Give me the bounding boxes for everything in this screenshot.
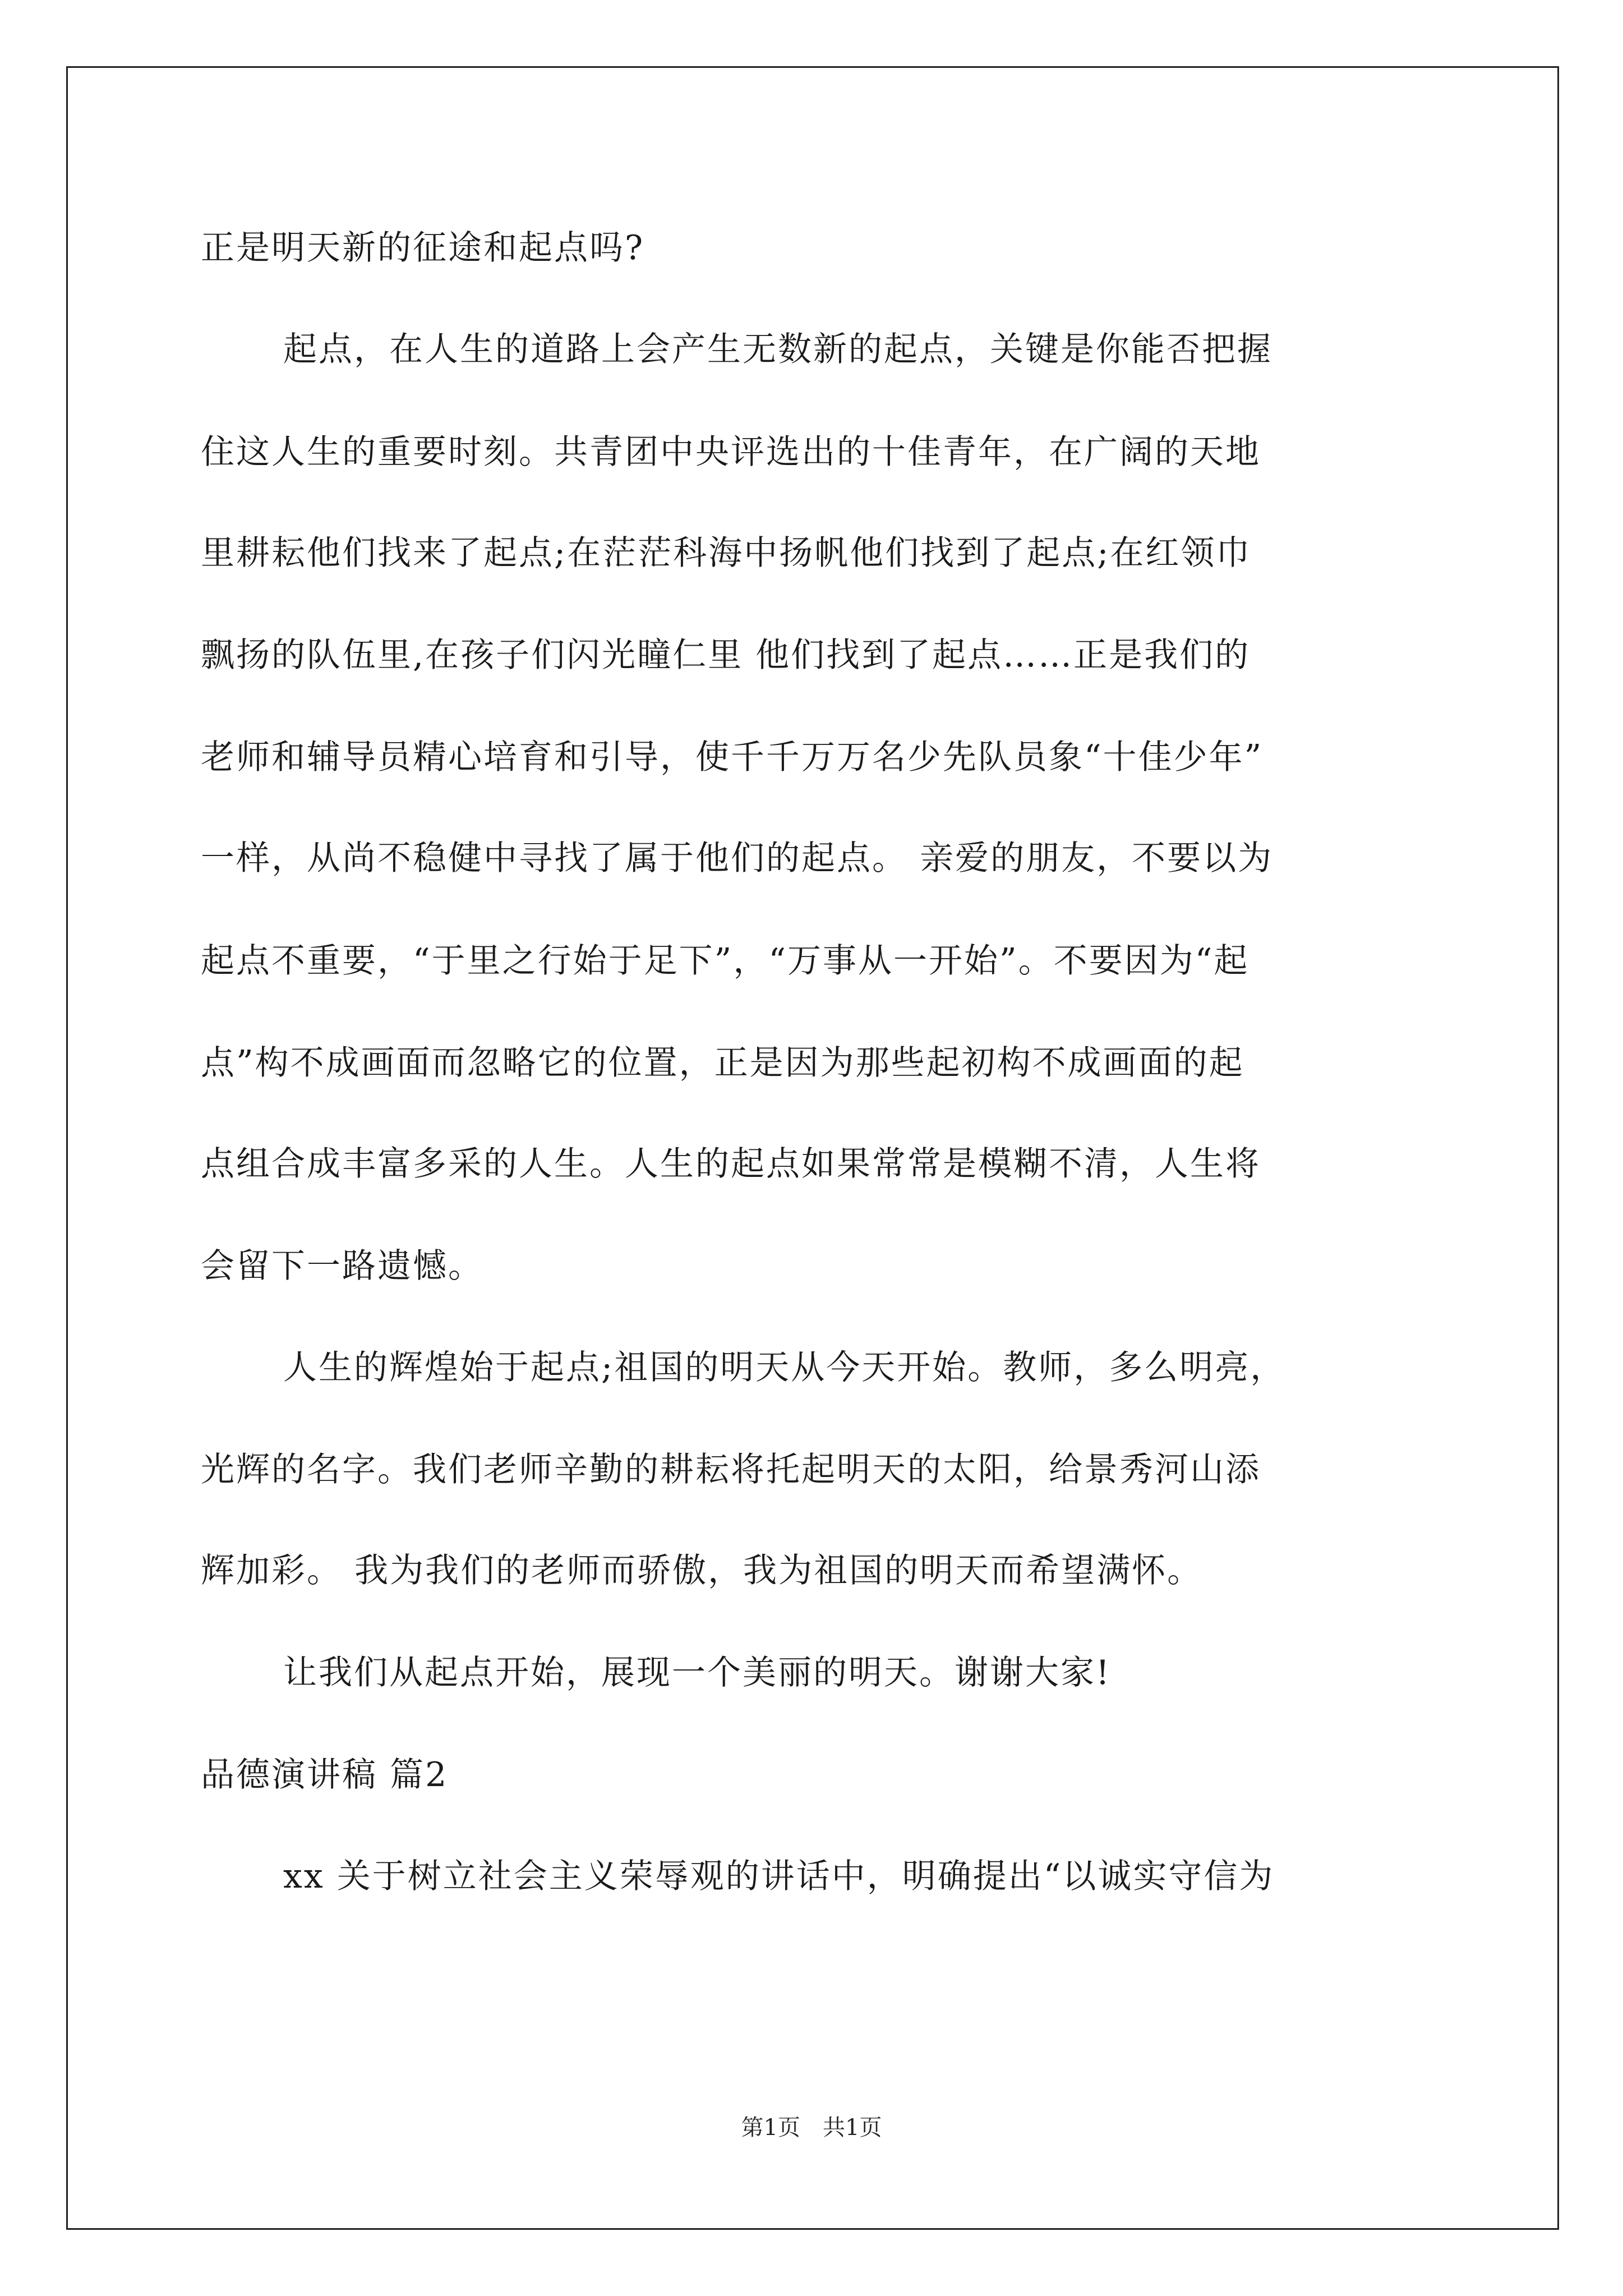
text-line: 住这人生的重要时刻。共青团中央评选出的十佳青年，在广阔的天地 [201,432,1261,472]
text-line: 光辉的名字。我们老师辛勤的耕耘将托起明天的太阳，给景秀河山添 [201,1450,1261,1489]
text-line: 起点，在人生的道路上会产生无数新的起点，关键是你能否把握 [283,330,1272,369]
text-line: 人生的辉煌始于起点;祖国的明天从今天开始。教师，多么明亮， [283,1348,1286,1387]
text-line: 辉加彩。 我为我们的老师而骄傲，我为祖国的明天而希望满怀。 [201,1551,1203,1590]
text-line: xx 关于树立社会主义荣辱观的讲话中，明确提出“以诚实守信为 [283,1857,1275,1896]
text-line: 里耕耘他们找来了起点;在茫茫科海中扬帆他们找到了起点;在红领巾 [201,533,1252,573]
page-footer: 第1页 共1页 [741,2115,882,2141]
text-line: 正是明天新的征途和起点吗? [201,228,645,268]
text-line: 让我们从起点开始，展现一个美丽的明天。谢谢大家! [283,1653,1112,1692]
text-line: 点组合成丰富多采的人生。人生的起点如果常常是模糊不清，人生将 [201,1144,1261,1184]
section-heading: 品德演讲稿 篇2 [201,1755,449,1795]
text-line: 起点不重要，“于里之行始于足下”，“万事从一开始”。不要因为“起 [201,941,1249,981]
text-line: 老师和辅导员精心培育和引导，使千千万万名少先队员象“十佳少年” [201,738,1264,777]
text-line: 一样，从尚不稳健中寻找了属于他们的起点。 亲爱的朋友，不要以为 [201,839,1274,878]
text-line: 飘扬的队伍里,在孩子们闪光瞳仁里 他们找到了起点……正是我们的 [201,636,1251,675]
text-line: 点”构不成画面而忽略它的位置，正是因为那些起初构不成画面的起 [201,1043,1244,1083]
text-line: 会留下一路遗憾。 [201,1246,483,1286]
